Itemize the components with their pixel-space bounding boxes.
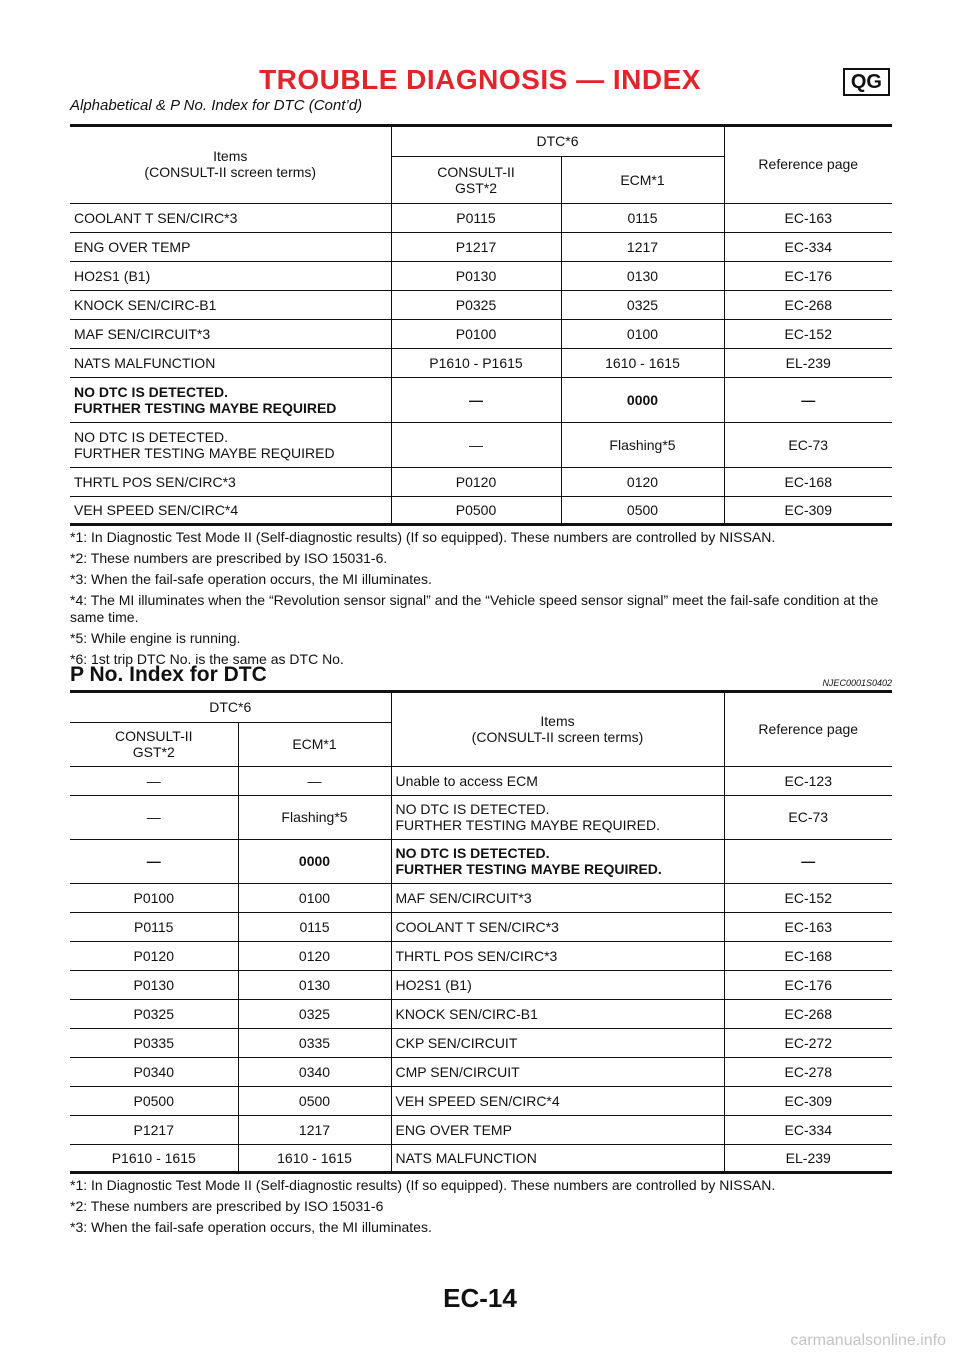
cell-reference: EC-272 bbox=[724, 1028, 892, 1057]
cell-items: ENG OVER TEMP bbox=[391, 1115, 724, 1144]
cell-ecm: Flashing*5 bbox=[238, 795, 391, 839]
cell-ecm: 1217 bbox=[238, 1115, 391, 1144]
cell-ecm: 0115 bbox=[238, 912, 391, 941]
cell-reference: EC-176 bbox=[724, 261, 892, 290]
cell-reference: EL-239 bbox=[724, 1144, 892, 1172]
cell-ecm: 0325 bbox=[238, 999, 391, 1028]
table-row bbox=[70, 795, 892, 839]
cell-ecm: 0325 bbox=[561, 290, 724, 319]
cell-items: MAF SEN/CIRCUIT*3 bbox=[391, 883, 724, 912]
cell-reference: EC-278 bbox=[724, 1057, 892, 1086]
cell-ecm: 0340 bbox=[238, 1057, 391, 1086]
cell-items: VEH SPEED SEN/CIRC*4 bbox=[70, 496, 391, 524]
cell-consult: — bbox=[70, 839, 238, 883]
section-code: NJEC0001S0402 bbox=[822, 678, 892, 688]
table-row bbox=[70, 496, 892, 524]
table-row bbox=[70, 941, 892, 970]
cell-reference: EC-168 bbox=[724, 467, 892, 496]
cell-items: CMP SEN/CIRCUIT bbox=[391, 1057, 724, 1086]
table-row bbox=[70, 912, 892, 941]
table-row bbox=[70, 1057, 892, 1086]
cell-reference: EC-152 bbox=[724, 883, 892, 912]
cell-consult: P1610 - 1615 bbox=[70, 1144, 238, 1172]
footnote: *1: In Diagnostic Test Mode II (Self-diagnostic results) (If so equipped). These numbers are controlled by NISSAN. bbox=[70, 1177, 776, 1193]
cell-consult: P0115 bbox=[391, 203, 561, 232]
cell-consult: P0120 bbox=[70, 941, 238, 970]
cell-reference: EC-152 bbox=[724, 319, 892, 348]
footnote: *2: These numbers are prescribed by ISO 15031-6. bbox=[70, 550, 388, 566]
footnote: *3: When the fail-safe operation occurs, the MI illuminates. bbox=[70, 1219, 432, 1235]
cell-items: KNOCK SEN/CIRC-B1 bbox=[391, 999, 724, 1028]
cell-reference: EC-334 bbox=[724, 232, 892, 261]
table-row bbox=[70, 883, 892, 912]
cell-items: THRTL POS SEN/CIRC*3 bbox=[391, 941, 724, 970]
table-row bbox=[70, 1028, 892, 1057]
cell-reference: — bbox=[724, 839, 892, 883]
cell-consult: P0500 bbox=[70, 1086, 238, 1115]
cell-ecm: 0100 bbox=[238, 883, 391, 912]
page-title: TROUBLE DIAGNOSIS — INDEX bbox=[259, 64, 701, 95]
cell-consult: P0325 bbox=[391, 290, 561, 319]
cell-consult: — bbox=[391, 377, 561, 422]
cell-ecm: 0335 bbox=[238, 1028, 391, 1057]
cell-consult: P0500 bbox=[391, 496, 561, 524]
table-row bbox=[70, 970, 892, 999]
cell-reference: — bbox=[724, 377, 892, 422]
page-number: EC-14 bbox=[443, 1283, 517, 1313]
table-row bbox=[70, 1144, 892, 1172]
table-row bbox=[70, 203, 892, 232]
cell-consult: P1217 bbox=[70, 1115, 238, 1144]
table-row bbox=[70, 467, 892, 496]
cell-ecm: — bbox=[238, 766, 391, 795]
table-row bbox=[70, 422, 892, 467]
cell-ecm: 1610 - 1615 bbox=[561, 348, 724, 377]
cell-ecm: 0500 bbox=[238, 1086, 391, 1115]
cell-items: HO2S1 (B1) bbox=[70, 261, 391, 290]
cell-consult: P1610 - P1615 bbox=[391, 348, 561, 377]
col-header-consult: CONSULT-II GST*2 bbox=[391, 156, 561, 203]
cell-consult: P0100 bbox=[391, 319, 561, 348]
cell-reference: EC-73 bbox=[724, 422, 892, 467]
cell-consult: P0120 bbox=[391, 467, 561, 496]
alphabetical-dtc-table bbox=[70, 126, 892, 526]
table-row bbox=[70, 377, 892, 422]
footnote: *3: When the fail-safe operation occurs, the MI illuminates. bbox=[70, 571, 432, 587]
cell-consult: P0325 bbox=[70, 999, 238, 1028]
cell-reference: EC-123 bbox=[724, 766, 892, 795]
table-row bbox=[70, 1086, 892, 1115]
table-row bbox=[70, 232, 892, 261]
cell-consult: P0340 bbox=[70, 1057, 238, 1086]
table-row bbox=[70, 999, 892, 1028]
section-title: P No. Index for DTC bbox=[70, 663, 267, 686]
cell-items: MAF SEN/CIRCUIT*3 bbox=[70, 319, 391, 348]
table-row bbox=[70, 290, 892, 319]
cell-reference: EC-268 bbox=[724, 290, 892, 319]
col-header-consult: CONSULT-II GST*2 bbox=[70, 722, 238, 766]
table-row bbox=[70, 319, 892, 348]
cell-consult: P0115 bbox=[70, 912, 238, 941]
cell-consult: P0335 bbox=[70, 1028, 238, 1057]
footnote: *5: While engine is running. bbox=[70, 630, 241, 646]
cell-reference: EC-176 bbox=[724, 970, 892, 999]
p-number-dtc-table bbox=[70, 692, 892, 1174]
cell-reference: EC-163 bbox=[724, 912, 892, 941]
cell-ecm: 0100 bbox=[561, 319, 724, 348]
cell-consult: P1217 bbox=[391, 232, 561, 261]
cell-ecm: 0115 bbox=[561, 203, 724, 232]
cell-ecm: 0120 bbox=[238, 941, 391, 970]
cell-reference: EC-73 bbox=[724, 795, 892, 839]
cell-ecm: 0000 bbox=[238, 839, 391, 883]
cell-reference: EC-309 bbox=[724, 496, 892, 524]
table1-footnotes bbox=[70, 529, 892, 672]
cell-items: VEH SPEED SEN/CIRC*4 bbox=[391, 1086, 724, 1115]
cell-items: THRTL POS SEN/CIRC*3 bbox=[70, 467, 391, 496]
cell-reference: EC-334 bbox=[724, 1115, 892, 1144]
cell-consult: P0100 bbox=[70, 883, 238, 912]
cell-consult: — bbox=[70, 766, 238, 795]
watermark: carmanualsonline.info bbox=[790, 1332, 946, 1349]
table2-footnotes bbox=[70, 1177, 892, 1240]
cell-items: NO DTC IS DETECTED. FURTHER TESTING MAYBE REQUIRED bbox=[70, 377, 391, 422]
cell-items: COOLANT T SEN/CIRC*3 bbox=[70, 203, 391, 232]
col-header-ecm: ECM*1 bbox=[238, 722, 391, 766]
cell-consult: — bbox=[391, 422, 561, 467]
col-header-reference: Reference page bbox=[724, 126, 892, 203]
table-row bbox=[70, 766, 892, 795]
cell-ecm: 0130 bbox=[561, 261, 724, 290]
cell-items: KNOCK SEN/CIRC-B1 bbox=[70, 290, 391, 319]
cell-consult: P0130 bbox=[70, 970, 238, 999]
col-header-ecm: ECM*1 bbox=[561, 156, 724, 203]
cell-items: Unable to access ECM bbox=[391, 766, 724, 795]
cell-reference: EC-163 bbox=[724, 203, 892, 232]
engine-tag-badge: QG bbox=[843, 68, 890, 96]
footnote: *1: In Diagnostic Test Mode II (Self-diagnostic results) (If so equipped). These numbers are controlled by NISSAN. bbox=[70, 529, 776, 545]
cell-ecm: 0120 bbox=[561, 467, 724, 496]
col-header-items: Items (CONSULT-II screen terms) bbox=[70, 126, 391, 203]
cell-items: NO DTC IS DETECTED. FURTHER TESTING MAYBE REQUIRED. bbox=[391, 839, 724, 883]
col-header-dtc: DTC*6 bbox=[391, 126, 724, 156]
table-row bbox=[70, 261, 892, 290]
col-header-reference: Reference page bbox=[724, 692, 892, 766]
cell-reference: EC-268 bbox=[724, 999, 892, 1028]
cell-items: ENG OVER TEMP bbox=[70, 232, 391, 261]
page-subtitle: Alphabetical & P No. Index for DTC (Cont’d) bbox=[70, 97, 363, 114]
cell-ecm: 0000 bbox=[561, 377, 724, 422]
cell-ecm: Flashing*5 bbox=[561, 422, 724, 467]
cell-items: NATS MALFUNCTION bbox=[70, 348, 391, 377]
footnote: *2: These numbers are prescribed by ISO 15031-6 bbox=[70, 1198, 384, 1214]
cell-ecm: 0500 bbox=[561, 496, 724, 524]
table-row bbox=[70, 839, 892, 883]
col-header-items: Items (CONSULT-II screen terms) bbox=[391, 692, 724, 766]
cell-consult: — bbox=[70, 795, 238, 839]
cell-items: CKP SEN/CIRCUIT bbox=[391, 1028, 724, 1057]
footnote: *4: The MI illuminates when the “Revolution sensor signal” and the “Vehicle speed sensor signal” meet the fail-safe condition at the same time. bbox=[70, 592, 879, 625]
cell-items: NO DTC IS DETECTED. FURTHER TESTING MAYBE REQUIRED bbox=[70, 422, 391, 467]
cell-items: NATS MALFUNCTION bbox=[391, 1144, 724, 1172]
table-row bbox=[70, 1115, 892, 1144]
cell-ecm: 1610 - 1615 bbox=[238, 1144, 391, 1172]
cell-ecm: 0130 bbox=[238, 970, 391, 999]
col-header-dtc: DTC*6 bbox=[70, 692, 391, 722]
cell-items: NO DTC IS DETECTED. FURTHER TESTING MAYBE REQUIRED. bbox=[391, 795, 724, 839]
cell-ecm: 1217 bbox=[561, 232, 724, 261]
cell-items: HO2S1 (B1) bbox=[391, 970, 724, 999]
cell-consult: P0130 bbox=[391, 261, 561, 290]
cell-reference: EC-309 bbox=[724, 1086, 892, 1115]
cell-reference: EL-239 bbox=[724, 348, 892, 377]
cell-reference: EC-168 bbox=[724, 941, 892, 970]
footnote: *6: 1st trip DTC No. is the same as DTC No. bbox=[70, 651, 344, 667]
cell-items: COOLANT T SEN/CIRC*3 bbox=[391, 912, 724, 941]
table-row bbox=[70, 348, 892, 377]
